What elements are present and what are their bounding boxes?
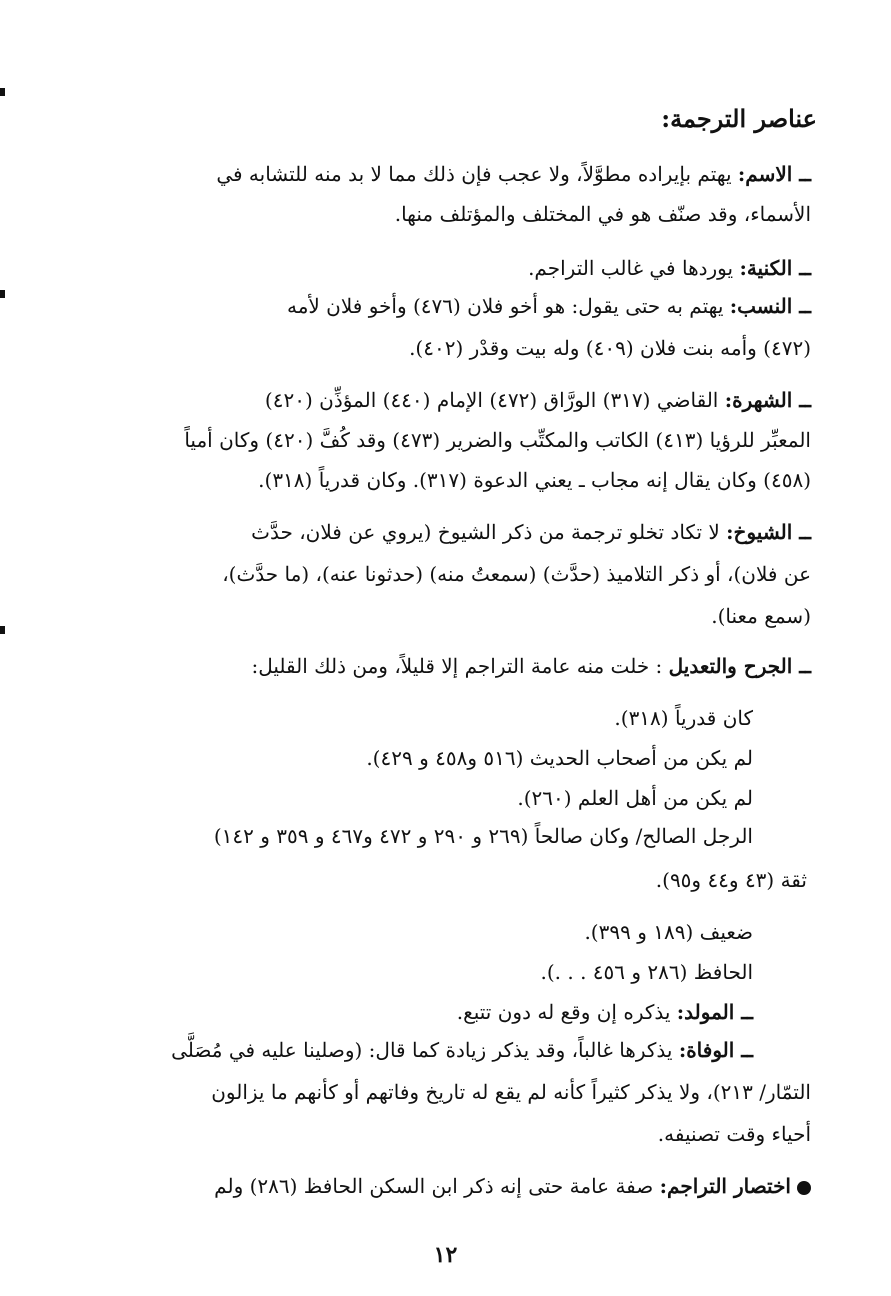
line-label: ــ الوفاة: bbox=[678, 1038, 753, 1062]
line-text: لم يكن من أصحاب الحديث (٥١٦ و٤٥٨ و ٤٢٩). bbox=[366, 746, 753, 770]
text-line bbox=[251, 522, 811, 542]
line-text: يوردها في غالب التراجم. bbox=[528, 256, 740, 280]
text-line bbox=[222, 564, 811, 584]
line-text: القاضي (٣١٧) الورَّاق (٤٧٢) الإمام (٤٤٠) المؤذِّن (٤٢٠) bbox=[264, 388, 725, 412]
line-label: ــ النسب: bbox=[729, 294, 811, 318]
line-text: يذكره إن وقع له دون تتبع. bbox=[456, 1000, 677, 1024]
text-line bbox=[711, 606, 811, 626]
line-text: أحياء وقت تصنيفه. bbox=[657, 1122, 811, 1146]
line-text: عن فلان)، أو ذكر التلاميذ (حدَّث) (سمعتُ منه) (حدثونا عنه)، (ما حدَّث)، bbox=[222, 562, 811, 586]
line-text: صفة عامة حتى إنه ذكر ابن السكن الحافظ (٢٨٦) ولم bbox=[214, 1174, 660, 1198]
text-line bbox=[184, 430, 811, 450]
text-line bbox=[287, 296, 811, 316]
text-line bbox=[366, 748, 753, 768]
text-line bbox=[517, 788, 753, 808]
line-text: لم يكن من أهل العلم (٢٦٠). bbox=[517, 786, 753, 810]
text-line bbox=[211, 1082, 811, 1102]
text-line bbox=[395, 204, 811, 224]
text-line bbox=[540, 962, 753, 982]
bullet-icon bbox=[797, 1181, 811, 1195]
line-text: لا تكاد تخلو ترجمة من ذكر الشيوخ (يروي عن فلان، حدَّث bbox=[251, 520, 727, 544]
edge-mark bbox=[0, 290, 5, 298]
text-line bbox=[113, 164, 811, 184]
line-text: : خلت منه عامة التراجم إلا قليلاً، ومن ذلك القليل: bbox=[251, 654, 669, 678]
text-line bbox=[409, 338, 811, 358]
text-line bbox=[251, 656, 811, 676]
line-label: ــ الاسم: bbox=[737, 162, 811, 186]
line-label: ــ الشيوخ: bbox=[726, 520, 811, 544]
edge-mark bbox=[0, 88, 5, 96]
line-text: يهتم به حتى يقول: هو أخو فلان (٤٧٦) وأخو فلان لأمه bbox=[286, 294, 730, 318]
section-heading: عناصر الترجمة: bbox=[661, 104, 817, 133]
line-text: كان قدرياً (٣١٨). bbox=[614, 706, 753, 730]
line-text: يهتم بإيراده مطوَّلاً، ولا عجب فإن ذلك مما لا بد منه للتشابه في bbox=[216, 162, 738, 186]
text-line bbox=[214, 826, 753, 846]
text-line bbox=[614, 708, 753, 728]
line-text: ثقة (٤٣ و٤٤ و٩٥). bbox=[655, 868, 807, 892]
text-line bbox=[258, 470, 811, 490]
line-text: التمّار/ ٢١٣)، ولا يذكر كثيراً كأنه لم يقع له تاريخ وفاتهم أو كأنهم ما يزالون bbox=[211, 1080, 811, 1104]
line-label: ــ المولد: bbox=[676, 1000, 753, 1024]
line-text: (سمع معنا). bbox=[711, 604, 811, 628]
line-text: المعبِّر للرؤيا (٤١٣) الكاتب والمكتِّب والضرير (٤٧٣) وقد كُفَّ (٤٢٠) وكان أمياً bbox=[184, 428, 811, 452]
text-line bbox=[658, 1124, 811, 1144]
text-line bbox=[457, 1002, 753, 1022]
line-label: اختصار التراجم: bbox=[659, 1174, 791, 1198]
line-text: ضعيف (١٨٩ و ٣٩٩). bbox=[584, 920, 753, 944]
line-text: يذكرها غالباً، وقد يذكر زيادة كما قال: (وصلينا عليه في مُصَلَّى bbox=[171, 1038, 679, 1062]
line-text: (٤٧٢) وأمه بنت فلان (٤٠٩) وله بيت وقدْر (٤٠٢). bbox=[409, 336, 811, 360]
text-line bbox=[528, 258, 811, 278]
line-text: الأسماء، وقد صنّف هو في المختلف والمؤتلف منها. bbox=[394, 202, 811, 226]
text-line bbox=[656, 870, 807, 890]
line-label: ــ الجرح والتعديل bbox=[668, 654, 811, 678]
line-label: ــ الشهرة: bbox=[724, 388, 811, 412]
line-label: ــ الكنية: bbox=[739, 256, 811, 280]
text-line bbox=[214, 1176, 811, 1196]
line-text: (٤٥٨) وكان يقال إنه مجاب ـ يعني الدعوة (٣١٧). وكان قدرياً (٣١٨). bbox=[258, 468, 811, 492]
text-line bbox=[171, 1040, 753, 1060]
edge-mark bbox=[0, 626, 5, 634]
line-text: الرجل الصالح/ وكان صالحاً (٢٦٩ و ٢٩٠ و ٤٧٢ و٤٦٧ و ٣٥٩ و ١٤٢) bbox=[213, 824, 753, 848]
text-line bbox=[584, 922, 753, 942]
line-text: الحافظ (٢٨٦ و ٤٥٦ . . .). bbox=[540, 960, 753, 984]
text-line bbox=[265, 390, 811, 410]
page-number: ١٢ bbox=[433, 1242, 458, 1268]
